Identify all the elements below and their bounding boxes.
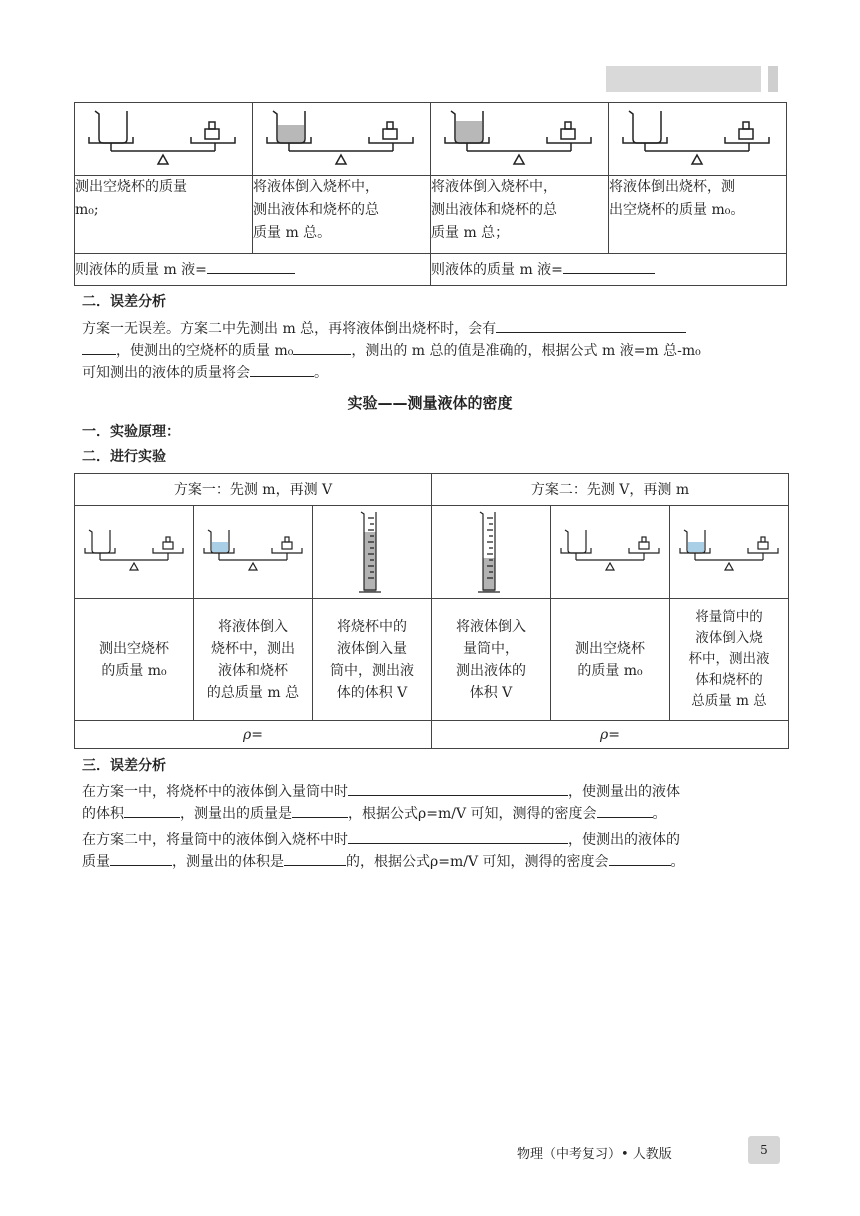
- graduated-cylinder-full-illustration: [313, 506, 432, 599]
- result-left: 则液体的质量 m 液=: [75, 254, 431, 286]
- answer-blank[interactable]: [496, 318, 686, 333]
- page-number: 5: [748, 1136, 780, 1164]
- step-cell: 测出空烧杯 的质量 m₀: [75, 599, 194, 721]
- plan1-title: 方案一：先测 m，再测 V: [75, 474, 432, 506]
- answer-blank[interactable]: [293, 340, 351, 355]
- header-decor-tick: [768, 66, 778, 92]
- step-cell: 将量筒中的 液体倒入烧 杯中，测出液 体和烧杯的 总质量 m 总: [670, 599, 789, 721]
- result-right: 则液体的质量 m 液=: [431, 254, 787, 286]
- step-caption: 将液体倒入烧杯中， 测出液体和烧杯的总 质量 m 总；: [431, 176, 609, 254]
- answer-blank[interactable]: [82, 340, 116, 355]
- principle-heading: 一．实验原理：: [82, 424, 180, 440]
- step-caption: 将液体倒出烧杯，测 出空烧杯的质量 m₀。: [609, 176, 787, 254]
- answer-blank[interactable]: [250, 362, 314, 377]
- experiment-title: 实验——测量液体的密度: [347, 394, 513, 412]
- answer-blank[interactable]: [207, 259, 295, 274]
- error-paragraph-plan2: 在方案二中，将量筒中的液体倒入烧杯中时 ，使测出的液体的 质量 ，测量出的体积是 的，根据公式ρ=m/V 可知，测得的密度会 。: [82, 829, 782, 873]
- step-caption: 测出空烧杯的质量 m₀;: [75, 176, 253, 254]
- answer-blank[interactable]: [124, 803, 180, 818]
- balance-empty-beaker-illustration-2: [551, 506, 670, 599]
- graduated-cylinder-half-illustration: [432, 506, 551, 599]
- mass-measurement-table: [74, 102, 787, 286]
- footer-text: 物理（中考复习）• 人教版: [517, 1147, 672, 1162]
- density-formula-plan1: ρ=: [75, 721, 432, 749]
- step-cell: 将液体倒入 量筒中， 测出液体的 体积 V: [432, 599, 551, 721]
- plan2-title: 方案二：先测 V，再测 m: [432, 474, 789, 506]
- answer-blank[interactable]: [284, 851, 346, 866]
- procedure-heading: 二．进行实验: [82, 449, 166, 465]
- balance-liquid-beaker-illustration: [194, 506, 313, 599]
- section-heading: 三．误差分析: [82, 758, 166, 774]
- answer-blank[interactable]: [348, 781, 568, 796]
- density-formula-plan2: ρ=: [432, 721, 789, 749]
- answer-blank[interactable]: [292, 803, 348, 818]
- balance-liquid-beaker-illustration-2: [670, 506, 789, 599]
- answer-blank[interactable]: [563, 259, 655, 274]
- error-paragraph-1: 方案一无误差。方案二中先测出 m 总，再将液体倒出烧杯时，会有 ，使测出的空烧杯的质量 m₀ ，测出的 m 总的值是准确的，根据公式 m 液=m 总-m₀ 可知测出的液体的质量将会 。: [82, 318, 782, 384]
- section-heading: 二．误差分析: [82, 294, 166, 310]
- step-cell: 将液体倒入 烧杯中，测出 液体和烧杯 的总质量 m 总: [194, 599, 313, 721]
- error-paragraph-plan1: 在方案一中，将烧杯中的液体倒入量筒中时 ，使测量出的液体 的体积 ，测量出的质量是 ，根据公式ρ=m/V 可知，测得的密度会 。: [82, 781, 782, 825]
- density-experiment-table: [74, 473, 789, 749]
- answer-blank[interactable]: [609, 851, 671, 866]
- step-cell: 将烧杯中的 液体倒入量 筒中，测出液 体的体积 V: [313, 599, 432, 721]
- step-cell: 测出空烧杯 的质量 m₀: [551, 599, 670, 721]
- step-caption: 将液体倒入烧杯中， 测出液体和烧杯的总 质量 m 总。: [253, 176, 431, 254]
- answer-blank[interactable]: [348, 829, 568, 844]
- balance-empty-beaker-illustration: [75, 506, 194, 599]
- balance-full-beaker-illustration-2: [431, 103, 609, 176]
- answer-blank[interactable]: [597, 803, 653, 818]
- balance-full-beaker-illustration: [253, 103, 431, 176]
- header-decor-bar: [606, 66, 761, 92]
- balance-empty-beaker-illustration: [75, 103, 253, 176]
- balance-emptied-beaker-illustration: [609, 103, 787, 176]
- answer-blank[interactable]: [110, 851, 172, 866]
